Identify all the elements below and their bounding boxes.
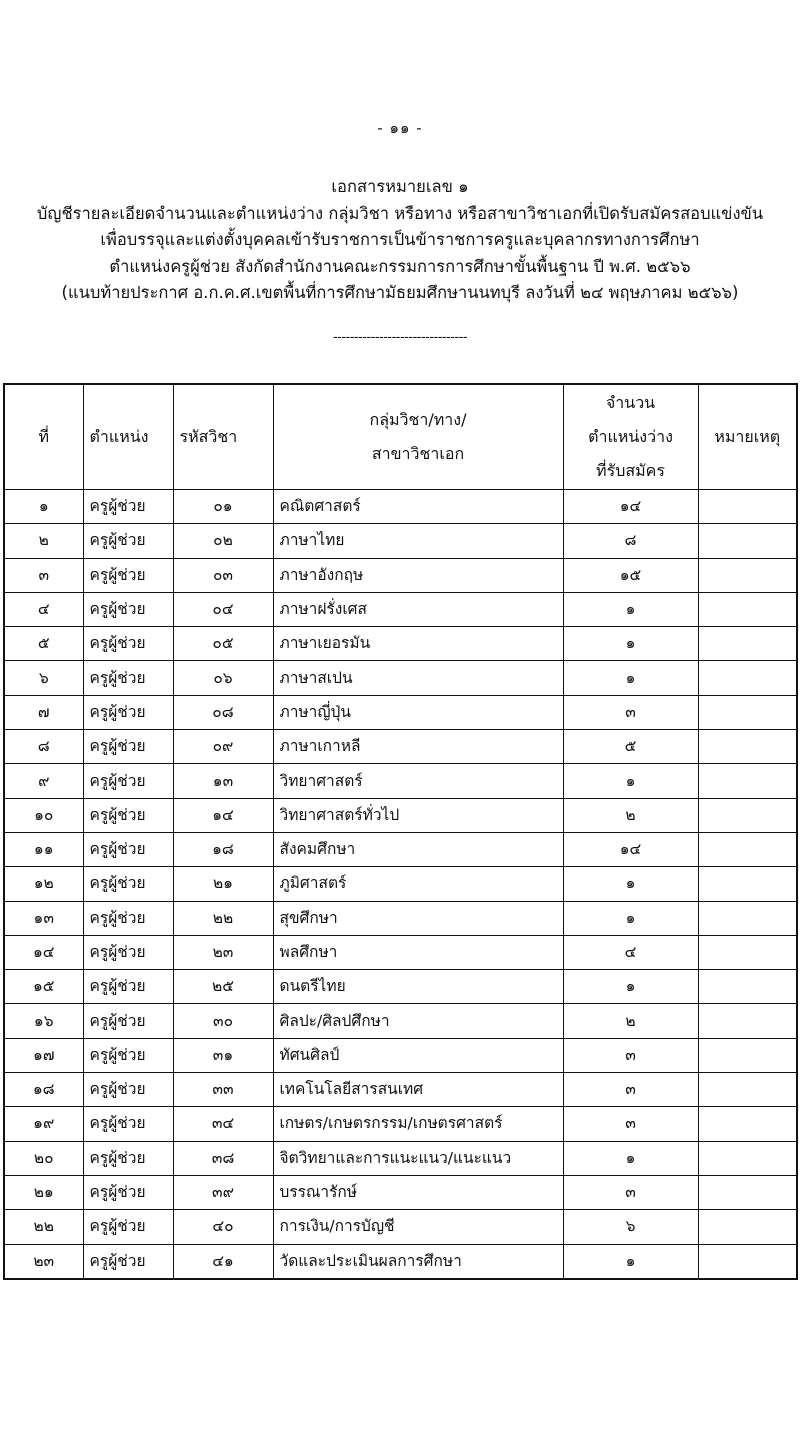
cell-no: ๑๔ [4, 935, 83, 969]
table-row [4, 798, 797, 832]
table-row [4, 1141, 797, 1175]
cell-count: ๓ [563, 1038, 698, 1072]
cell-subject: ภาษาเยอรมัน [273, 627, 563, 661]
page-number: - ๑๑ - [377, 119, 423, 137]
cell-count: ๑ [563, 661, 698, 695]
cell-position: ครูผู้ช่วย [83, 867, 173, 901]
cell-no: ๑๙ [4, 1107, 83, 1141]
header-count-line-3: ที่รับสมัคร [596, 461, 665, 480]
cell-note [698, 490, 797, 524]
cell-subject: ทัศนศิลป์ [273, 1038, 563, 1072]
cell-count: ๑ [563, 1244, 698, 1279]
heading-line-2: เพื่อบรรจุและแต่งตั้งบุคคลเข้ารับราชการเป็นข้าราชการครูและบุคลากรทางการศึกษา [100, 230, 700, 249]
cell-code: ๔๑ [173, 1244, 273, 1279]
table-row [4, 524, 797, 558]
cell-position: ครูผู้ช่วย [83, 627, 173, 661]
cell-no: ๗ [4, 695, 83, 729]
cell-count: ๓ [563, 695, 698, 729]
header-subject-line-2: สาขาวิชาเอก [371, 444, 465, 463]
cell-no: ๓ [4, 558, 83, 592]
cell-position: ครูผู้ช่วย [83, 1175, 173, 1209]
cell-subject: ภาษาไทย [273, 524, 563, 558]
cell-code: ๓๐ [173, 1004, 273, 1038]
header-position: ตำแหน่ง [83, 384, 173, 490]
cell-no: ๙ [4, 764, 83, 798]
table-row [4, 764, 797, 798]
cell-note [698, 970, 797, 1004]
cell-code: ๐๑ [173, 490, 273, 524]
cell-no: ๒๑ [4, 1175, 83, 1209]
cell-count: ๑ [563, 970, 698, 1004]
cell-subject: บรรณารักษ์ [273, 1175, 563, 1209]
cell-note [698, 592, 797, 626]
cell-no: ๒๒ [4, 1210, 83, 1244]
cell-count: ๖ [563, 1210, 698, 1244]
cell-code: ๓๙ [173, 1175, 273, 1209]
cell-count: ๑ [563, 764, 698, 798]
table-row [4, 832, 797, 866]
cell-note [698, 695, 797, 729]
header-note: หมายเหตุ [698, 384, 797, 490]
table-row [4, 1175, 797, 1209]
cell-no: ๒ [4, 524, 83, 558]
table-row [4, 592, 797, 626]
header-code: รหัสวิชา [173, 384, 273, 490]
cell-subject: วัดและประเมินผลการศึกษา [273, 1244, 563, 1279]
table-row [4, 1073, 797, 1107]
cell-no: ๑๓ [4, 901, 83, 935]
cell-position: ครูผู้ช่วย [83, 1004, 173, 1038]
cell-position: ครูผู้ช่วย [83, 1244, 173, 1279]
cell-count: ๒ [563, 798, 698, 832]
cell-subject: สุขศึกษา [273, 901, 563, 935]
cell-note [698, 1210, 797, 1244]
cell-position: ครูผู้ช่วย [83, 832, 173, 866]
cell-count: ๓ [563, 1073, 698, 1107]
cell-note [698, 867, 797, 901]
cell-note [698, 627, 797, 661]
table-row [4, 695, 797, 729]
cell-code: ๐๕ [173, 627, 273, 661]
table-row [4, 627, 797, 661]
cell-position: ครูผู้ช่วย [83, 1073, 173, 1107]
cell-note [698, 1038, 797, 1072]
heading-line-3: ตำแหน่งครูผู้ช่วย สังกัดสำนักงานคณะกรรมการการศึกษาขั้นพื้นฐาน ปี พ.ศ. ๒๕๖๖ [109, 256, 691, 276]
cell-no: ๑๖ [4, 1004, 83, 1038]
table-row [4, 1210, 797, 1244]
cell-no: ๑๕ [4, 970, 83, 1004]
cell-code: ๐๙ [173, 730, 273, 764]
cell-subject: เทคโนโลยีสารสนเทศ [273, 1073, 563, 1107]
cell-count: ๒ [563, 1004, 698, 1038]
cell-subject: ภาษาเกาหลี [273, 730, 563, 764]
cell-note [698, 1141, 797, 1175]
document-title: เอกสารหมายเลข ๑ [331, 177, 469, 196]
table-header-row [4, 384, 797, 490]
cell-note [698, 1107, 797, 1141]
cell-note [698, 661, 797, 695]
table-row [4, 970, 797, 1004]
cell-code: ๓๓ [173, 1073, 273, 1107]
cell-subject: ดนตรีไทย [273, 970, 563, 1004]
cell-code: ๐๒ [173, 524, 273, 558]
cell-code: ๑๔ [173, 798, 273, 832]
cell-count: ๓ [563, 1175, 698, 1209]
cell-note [698, 764, 797, 798]
cell-position: ครูผู้ช่วย [83, 1210, 173, 1244]
table-row [4, 1107, 797, 1141]
cell-no: ๑๑ [4, 832, 83, 866]
cell-position: ครูผู้ช่วย [83, 592, 173, 626]
separator-line: -------------------------------- [332, 330, 468, 345]
cell-count: ๑ [563, 592, 698, 626]
cell-note [698, 1073, 797, 1107]
cell-position: ครูผู้ช่วย [83, 558, 173, 592]
vacancy-table [3, 383, 798, 1280]
cell-no: ๕ [4, 627, 83, 661]
cell-count: ๓ [563, 1107, 698, 1141]
cell-position: ครูผู้ช่วย [83, 1141, 173, 1175]
cell-position: ครูผู้ช่วย [83, 1107, 173, 1141]
cell-code: ๓๑ [173, 1038, 273, 1072]
cell-code: ๐๘ [173, 695, 273, 729]
cell-code: ๔๐ [173, 1210, 273, 1244]
cell-subject: สังคมศึกษา [273, 832, 563, 866]
cell-subject: พลศึกษา [273, 935, 563, 969]
header-subject [273, 384, 563, 490]
cell-code: ๓๔ [173, 1107, 273, 1141]
cell-subject: วิทยาศาสตร์ [273, 764, 563, 798]
cell-subject: ภูมิศาสตร์ [273, 867, 563, 901]
cell-code: ๐๖ [173, 661, 273, 695]
cell-subject: คณิตศาสตร์ [273, 490, 563, 524]
cell-note [698, 1244, 797, 1279]
cell-subject: ศิลปะ/ศิลปศึกษา [273, 1004, 563, 1038]
cell-count: ๘ [563, 524, 698, 558]
cell-subject: จิตวิทยาและการแนะแนว/แนะแนว [273, 1141, 563, 1175]
table-row [4, 558, 797, 592]
cell-no: ๔ [4, 592, 83, 626]
table-row [4, 901, 797, 935]
cell-position: ครูผู้ช่วย [83, 970, 173, 1004]
cell-code: ๒๒ [173, 901, 273, 935]
cell-no: ๑๐ [4, 798, 83, 832]
table-row [4, 867, 797, 901]
cell-no: ๑๒ [4, 867, 83, 901]
cell-count: ๕ [563, 730, 698, 764]
cell-position: ครูผู้ช่วย [83, 695, 173, 729]
header-subject-line-1: กลุ่มวิชา/ทาง/ [369, 410, 467, 429]
cell-code: ๓๘ [173, 1141, 273, 1175]
cell-no: ๑๘ [4, 1073, 83, 1107]
cell-count: ๑๔ [563, 490, 698, 524]
cell-count: ๑ [563, 901, 698, 935]
heading-line-4: (แนบท้ายประกาศ อ.ก.ค.ศ.เขตพื้นที่การศึกษามัธยมศึกษานนทบุรี ลงวันที่ ๒๔ พฤษภาคม ๒๕๖๖) [61, 283, 739, 302]
cell-no: ๖ [4, 661, 83, 695]
document-heading [0, 174, 800, 307]
cell-count: ๑ [563, 1141, 698, 1175]
cell-position: ครูผู้ช่วย [83, 1038, 173, 1072]
cell-code: ๐๔ [173, 592, 273, 626]
cell-note [698, 798, 797, 832]
cell-position: ครูผู้ช่วย [83, 901, 173, 935]
cell-count: ๔ [563, 935, 698, 969]
header-no: ที่ [4, 384, 83, 490]
cell-position: ครูผู้ช่วย [83, 661, 173, 695]
cell-note [698, 1004, 797, 1038]
cell-note [698, 524, 797, 558]
table-row [4, 1244, 797, 1279]
heading-line-1: บัญชีรายละเอียดจำนวนและตำแหน่งว่าง กลุ่มวิชา หรือทาง หรือสาขาวิชาเอกที่เปิดรับสมัครสอบแข่งขัน [36, 203, 764, 223]
cell-position: ครูผู้ช่วย [83, 764, 173, 798]
table-row [4, 1004, 797, 1038]
table-row [4, 935, 797, 969]
cell-code: ๐๓ [173, 558, 273, 592]
cell-note [698, 832, 797, 866]
cell-position: ครูผู้ช่วย [83, 730, 173, 764]
table-row [4, 1038, 797, 1072]
cell-count: ๑ [563, 867, 698, 901]
cell-code: ๑๓ [173, 764, 273, 798]
cell-note [698, 935, 797, 969]
cell-count: ๑ [563, 627, 698, 661]
cell-no: ๑๗ [4, 1038, 83, 1072]
cell-code: ๑๘ [173, 832, 273, 866]
table-row [4, 730, 797, 764]
cell-subject: ภาษาอังกฤษ [273, 558, 563, 592]
header-count [563, 384, 698, 490]
cell-subject: ภาษาสเปน [273, 661, 563, 695]
cell-count: ๑๔ [563, 832, 698, 866]
table-row [4, 661, 797, 695]
cell-subject: การเงิน/การบัญชี [273, 1210, 563, 1244]
cell-note [698, 1175, 797, 1209]
cell-code: ๒๓ [173, 935, 273, 969]
cell-subject: ภาษาญี่ปุ่น [273, 695, 563, 729]
cell-no: ๘ [4, 730, 83, 764]
cell-code: ๒๕ [173, 970, 273, 1004]
cell-note [698, 730, 797, 764]
cell-count: ๑๕ [563, 558, 698, 592]
cell-position: ครูผู้ช่วย [83, 490, 173, 524]
table-body [4, 490, 797, 1279]
cell-subject: วิทยาศาสตร์ทั่วไป [273, 798, 563, 832]
cell-position: ครูผู้ช่วย [83, 524, 173, 558]
header-count-line-2: ตำแหน่งว่าง [588, 427, 673, 446]
cell-subject: ภาษาฝรั่งเศส [273, 592, 563, 626]
cell-position: ครูผู้ช่วย [83, 935, 173, 969]
cell-note [698, 901, 797, 935]
header-count-line-1: จำนวน [605, 393, 656, 412]
cell-no: ๒๐ [4, 1141, 83, 1175]
table-row [4, 490, 797, 524]
cell-position: ครูผู้ช่วย [83, 798, 173, 832]
cell-subject: เกษตร/เกษตรกรรม/เกษตรศาสตร์ [273, 1107, 563, 1141]
cell-code: ๒๑ [173, 867, 273, 901]
cell-note [698, 558, 797, 592]
cell-no: ๑ [4, 490, 83, 524]
cell-no: ๒๓ [4, 1244, 83, 1279]
